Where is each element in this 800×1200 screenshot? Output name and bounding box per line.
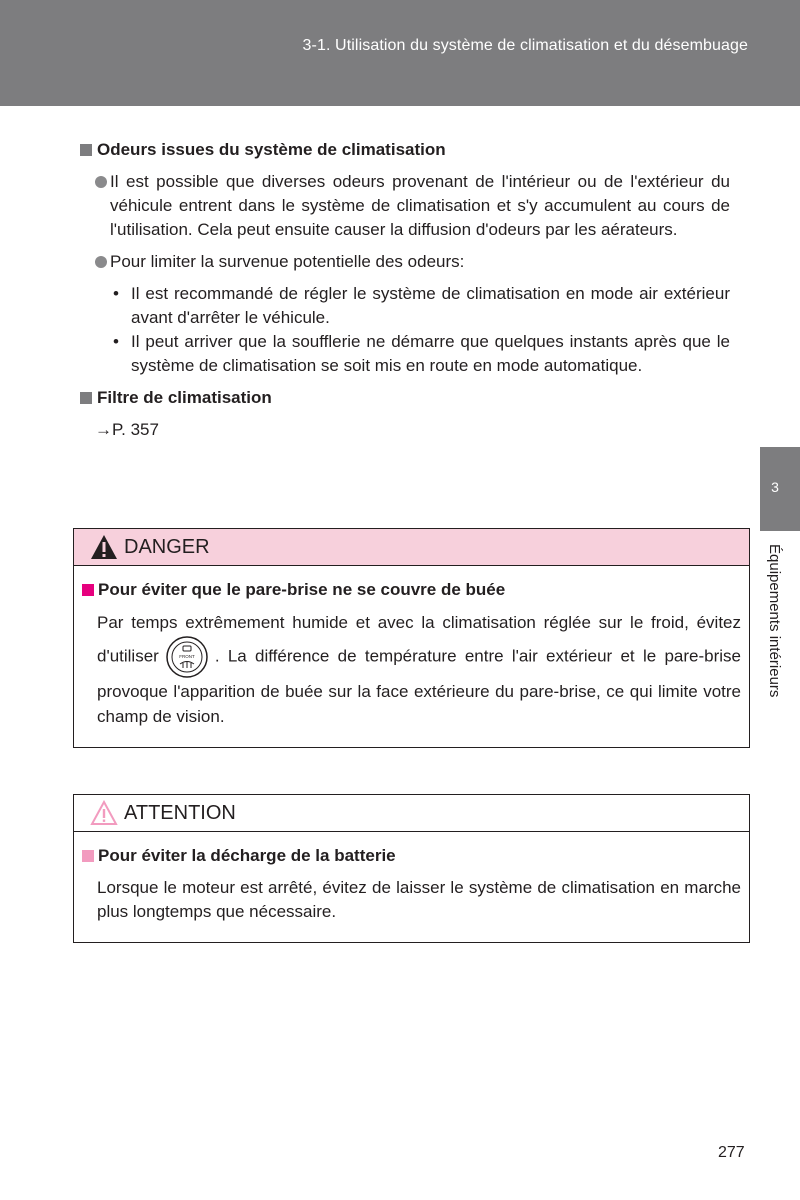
bullet-dot-icon xyxy=(95,256,107,268)
sub-bullet-item xyxy=(113,330,730,378)
sub-bullet-text: Il est recommandé de régler le système de climatisation en mode air extérieur avant d'arrêter le véhicule. xyxy=(131,284,730,327)
danger-text-before: Par temps extrêmement humide et avec la climatisation réglée sur le froid, évitez d'utiliser xyxy=(97,613,741,666)
page-header xyxy=(0,0,800,106)
chapter-tab xyxy=(760,447,800,531)
sub-bullet-item xyxy=(113,282,730,330)
attention-header xyxy=(74,795,749,832)
main-content xyxy=(80,138,730,442)
bullet-text: Il est possible que diverses odeurs provenant de l'intérieur ou de l'extérieur du véhicule entrent dans le système de climatisation et s'y accumulent au cours de l'utilisation. Cela peut ensuite causer la diffusion d'odeurs par les aérateurs. xyxy=(110,172,730,239)
bullet-item xyxy=(95,250,730,274)
section-heading-text: Filtre de climatisation xyxy=(97,388,272,407)
attention-paragraph: Lorsque le moteur est arrêté, évitez de laisser le système de climatisation en marche plus longtemps que nécessaire. xyxy=(97,878,741,921)
front-defroster-button-icon xyxy=(165,635,209,679)
arrow-right-icon: → xyxy=(95,420,112,439)
attention-title: ATTENTION xyxy=(124,801,236,824)
reference-text: P. 357 xyxy=(112,420,159,439)
page-reference[interactable] xyxy=(95,418,730,442)
sub-bullet-icon: • xyxy=(113,332,119,351)
danger-text-after: . La différence de température entre l'air extérieur et le pare-brise provoque l'apparition de buée sur la face extérieure du pare-brise, ce qui limite votre champ de vision. xyxy=(97,646,741,726)
bullet-text: Pour limiter la survenue potentielle des odeurs: xyxy=(110,252,465,271)
danger-paragraph xyxy=(97,610,741,729)
section-heading-text: Odeurs issues du système de climatisation xyxy=(97,140,446,159)
danger-subheading-text: Pour éviter que le pare-brise ne se couvre de buée xyxy=(98,580,506,599)
section-square-icon xyxy=(80,144,92,156)
danger-title: DANGER xyxy=(124,535,210,558)
bullet-item xyxy=(95,170,730,242)
chapter-number: 3 xyxy=(771,479,779,495)
pink-square-icon xyxy=(82,850,94,862)
danger-box xyxy=(73,528,750,748)
warning-triangle-icon xyxy=(90,534,118,560)
attention-body xyxy=(74,832,749,942)
attention-subheading xyxy=(82,844,741,868)
bullet-dot-icon xyxy=(95,176,107,188)
chapter-title: 3-1. Utilisation du système de climatisation et du désembuage xyxy=(302,37,748,54)
attention-box xyxy=(73,794,750,943)
danger-header xyxy=(74,529,749,566)
section-heading-filter xyxy=(80,386,730,410)
front-label: FRONT xyxy=(179,654,195,659)
danger-subheading xyxy=(82,578,741,602)
section-heading-odors xyxy=(80,138,730,162)
sub-bullet-text: Il peut arriver que la soufflerie ne démarre que quelques instants après que le système de climatisation se soit mis en route en mode automatique. xyxy=(131,332,730,375)
chapter-side-label: Équipements intérieurs xyxy=(766,544,783,698)
page-number: 277 xyxy=(718,1144,745,1161)
sub-bullet-icon: • xyxy=(113,284,119,303)
attention-subheading-text: Pour éviter la décharge de la batterie xyxy=(98,846,396,865)
danger-body xyxy=(74,566,749,747)
caution-triangle-icon xyxy=(90,800,118,826)
section-square-icon xyxy=(80,392,92,404)
pink-square-icon xyxy=(82,584,94,596)
